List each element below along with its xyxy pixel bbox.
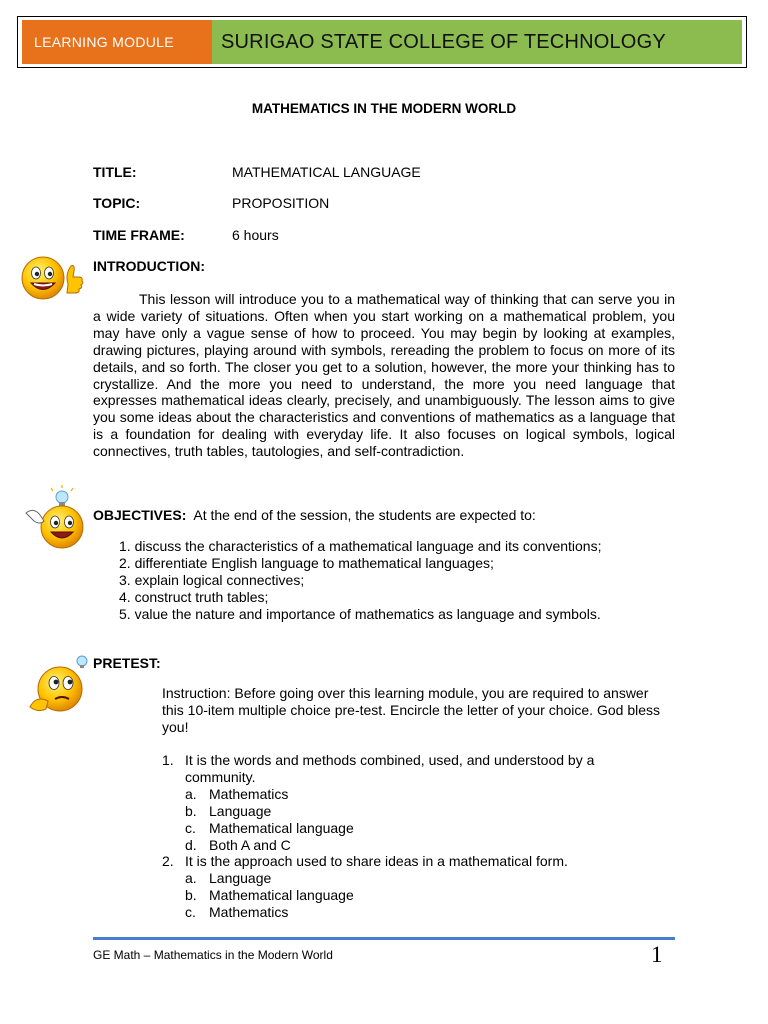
objective-item: 2. differentiate English language to mathematical languages; bbox=[119, 554, 494, 571]
question-item bbox=[162, 853, 652, 870]
question-text: It is the words and methods combined, used, and understood by a community. bbox=[185, 752, 595, 785]
college-name: SURIGAO STATE COLLEGE OF TECHNOLOGY bbox=[212, 20, 742, 64]
objective-item: 1. discuss the characteristics of a mathematical language and its conventions; bbox=[119, 538, 602, 554]
option-text: Language bbox=[209, 870, 272, 886]
question-number: 1. bbox=[162, 752, 174, 768]
answer-option[interactable] bbox=[185, 837, 291, 854]
smiley-thinking-icon bbox=[24, 651, 92, 717]
timeframe-value: 6 hours bbox=[232, 227, 279, 243]
objectives-list bbox=[119, 538, 601, 623]
option-text: Mathematics bbox=[209, 904, 289, 920]
module-header bbox=[17, 16, 747, 68]
topic-value: PROPOSITION bbox=[232, 195, 330, 211]
option-letter: b. bbox=[185, 887, 197, 903]
answer-option[interactable] bbox=[185, 786, 288, 803]
question-number: 2. bbox=[162, 853, 174, 869]
objectives-lead: At the end of the session, the students are expected to: bbox=[193, 507, 536, 523]
option-letter: a. bbox=[185, 786, 197, 802]
answer-option[interactable] bbox=[185, 887, 354, 904]
option-letter: a. bbox=[185, 870, 197, 886]
answer-option[interactable] bbox=[185, 820, 354, 837]
option-letter: b. bbox=[185, 803, 197, 819]
objectives-line bbox=[93, 507, 536, 523]
option-letter: d. bbox=[185, 837, 197, 853]
pretest-heading: PRETEST: bbox=[93, 655, 161, 671]
option-letter: c. bbox=[185, 820, 196, 836]
smiley-thumbs-up-icon bbox=[20, 254, 86, 302]
page-number: 1 bbox=[651, 942, 663, 967]
introduction-heading: INTRODUCTION: bbox=[93, 258, 205, 274]
option-text: Both A and C bbox=[209, 837, 291, 853]
topic-label: TOPIC: bbox=[93, 195, 141, 211]
option-text: Mathematical language bbox=[209, 820, 354, 836]
objective-item: 4. construct truth tables; bbox=[119, 588, 269, 605]
learning-module-badge: LEARNING MODULE bbox=[22, 20, 212, 64]
introduction-paragraph: This lesson will introduce you to a mathematical way of thinking that can serve you in a wide variety of situations. Often when you start working on a mathematical problem, you may have only a vague sense of how to proceed. You may begin by looking at examples, drawing pictures, playing around with symbols, rereading the problem to focus on more of its details, and so forth. The closer you get to a solution, however, the more your thinking has to crystallize. And the more you need to understand, the more you need language that expresses mathematical ideas clearly, precisely, and unambiguously. The lesson aims to give you some ideas about the characteristics and conventions of mathematics as a language that is a foundation for dealing with everyday life. It also focuses on logical symbols, logical connectives, truth tables, tautologies, and self-contradiction. bbox=[93, 291, 675, 460]
smiley-lightbulb-icon bbox=[22, 485, 90, 551]
answer-option[interactable] bbox=[185, 870, 271, 887]
title-label: TITLE: bbox=[93, 164, 137, 180]
pretest-instruction: Instruction: Before going over this learning module, you are required to answer this 10-item multiple choice pre-test. Encircle the letter of your choice. God bless you! bbox=[162, 685, 660, 735]
objective-item: 5. value the nature and importance of mathematics as language and symbols. bbox=[119, 605, 601, 622]
option-text: Mathematics bbox=[209, 786, 289, 802]
answer-option[interactable] bbox=[185, 803, 271, 820]
footer-text: GE Math – Mathematics in the Modern World bbox=[93, 948, 333, 962]
document-title: MATHEMATICS IN THE MODERN WORLD bbox=[251, 101, 517, 116]
answer-option[interactable] bbox=[185, 904, 288, 921]
option-text: Mathematical language bbox=[209, 887, 354, 903]
objectives-heading: OBJECTIVES: bbox=[93, 507, 187, 523]
title-value: MATHEMATICAL LANGUAGE bbox=[232, 164, 421, 180]
objective-item: 3. explain logical connectives; bbox=[119, 571, 305, 588]
question-item bbox=[162, 752, 652, 786]
timeframe-label: TIME FRAME: bbox=[93, 227, 185, 243]
option-letter: c. bbox=[185, 904, 196, 920]
question-text: It is the approach used to share ideas in a mathematical form. bbox=[185, 853, 568, 869]
option-text: Language bbox=[209, 803, 272, 819]
footer-rule bbox=[93, 937, 675, 940]
